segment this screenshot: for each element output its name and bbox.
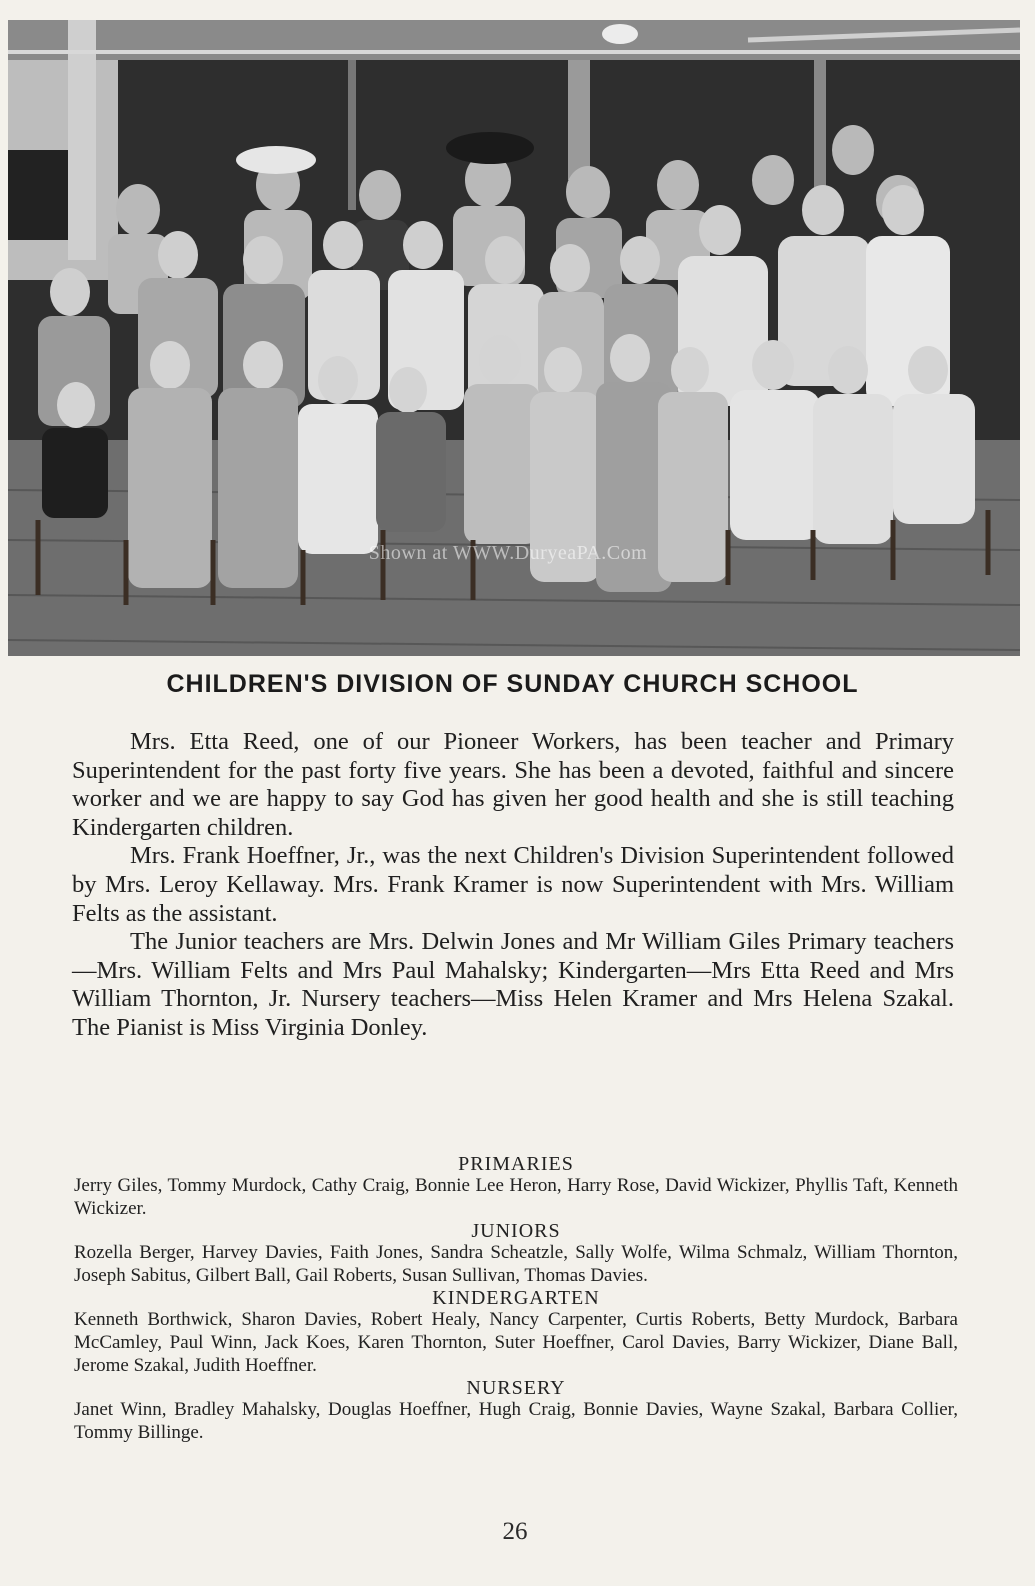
group-title-juniors: JUNIORS: [471, 1220, 561, 1243]
paragraph: The Junior teachers are Mrs. Delwin Jones and Mr William Giles Primary teachers—Mrs. William Felts and Mrs Paul Mahalsky; Kindergarten—Mrs Etta Reed and Mrs William Thornton, Jr. Nursery teachers—Miss Helen Kramer and Mrs Helena Szakal. The Pianist is Miss Virginia Donley.: [72, 928, 954, 1041]
page-number: 26: [502, 1518, 528, 1545]
paragraph: Mrs. Frank Hoeffner, Jr., was the next Children's Division Superintendent followed by Mrs. Leroy Kellaway. Mrs. Frank Kramer is now Superintendent with Mrs. William Felts as the assistant.: [72, 842, 954, 927]
class-roster: [74, 1153, 958, 1444]
group-photograph: [8, 20, 1020, 656]
group-title-kindergarten: KINDERGARTEN: [432, 1287, 600, 1310]
group-title-nursery: NURSERY: [466, 1377, 566, 1400]
body-text: [72, 728, 954, 1043]
group-title-primaries: PRIMARIES: [458, 1153, 574, 1175]
page-heading: CHILDREN'S DIVISION OF SUNDAY CHURCH SCHOOL: [166, 670, 859, 698]
group-names-kindergarten: Kenneth Borthwick, Sharon Davies, Robert Healy, Nancy Carpenter, Curtis Roberts, Betty Murdock, Barbara McCamley, Paul Winn, Jack Koes, Karen Thornton, Suter Hoeffner, Carol Davies, Barry Wickizer, Diane Ball, Jerome Szakal, Judith Hoeffner.: [74, 1309, 958, 1376]
group-names-primaries: Jerry Giles, Tommy Murdock, Cathy Craig, Bonnie Lee Heron, Harry Rose, David Wickizer, Phyllis Taft, Kenneth Wickizer.: [74, 1175, 958, 1219]
group-names-nursery: Janet Winn, Bradley Mahalsky, Douglas Hoeffner, Hugh Craig, Bonnie Davies, Wayne Szakal, Barbara Collier, Tommy Billinge.: [74, 1399, 958, 1443]
paragraph: Mrs. Etta Reed, one of our Pioneer Workers, has been teacher and Primary Superintendent for the past forty five years. She has been a devoted, faithful and sincere worker and we are happy to say God has given her good health and she is still teaching Kindergarten children.: [72, 728, 954, 841]
watermark-text: Shown at WWW.DuryeaPA.Com: [368, 542, 648, 564]
group-names-juniors: Rozella Berger, Harvey Davies, Faith Jones, Sandra Scheatzle, Sally Wolfe, Wilma Schmalz, William Thornton, Joseph Sabitus, Gilbert Ball, Gail Roberts, Susan Sullivan, Thomas Davies.: [74, 1242, 958, 1286]
